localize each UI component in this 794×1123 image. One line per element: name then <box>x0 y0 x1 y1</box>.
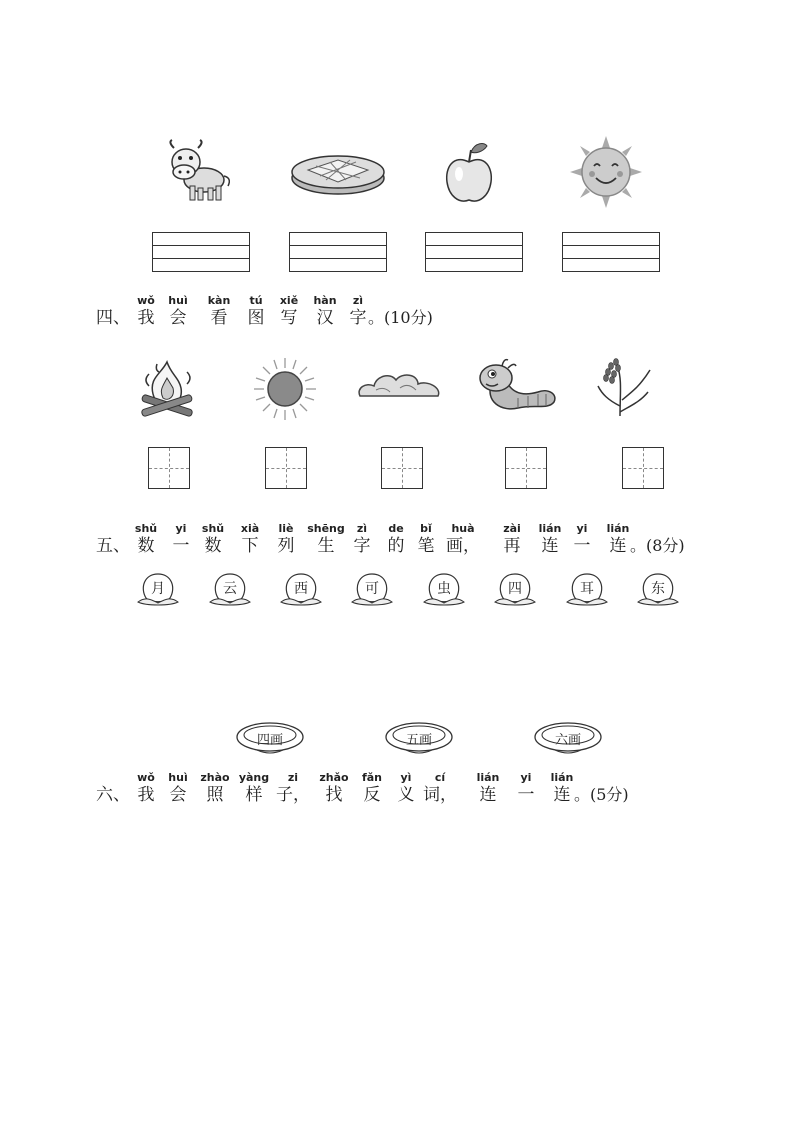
peach-character[interactable]: 东 <box>636 570 680 606</box>
writing-box-3[interactable] <box>425 232 523 272</box>
heading-char: xià 下 <box>240 522 260 556</box>
heading-char: liè 列 <box>277 522 295 556</box>
section-6-score: 。(5分) <box>574 785 629 804</box>
bowl-stroke-count[interactable]: 六画 <box>533 719 603 755</box>
heading-char: xiě 写 <box>279 294 299 328</box>
pie-icon <box>290 148 386 198</box>
heading-char: kàn 看 <box>207 294 231 328</box>
section-6-heading <box>96 761 716 805</box>
writing-box-1[interactable] <box>152 232 250 272</box>
heading-char: lián 连 <box>538 522 562 556</box>
heading-char: tú 图 <box>247 294 265 328</box>
heading-char: zì 字 <box>349 294 367 328</box>
tianzige-box-2[interactable] <box>265 447 307 489</box>
worm-icon <box>474 358 558 418</box>
cloud-icon <box>356 370 442 404</box>
bowl-stroke-count[interactable]: 四画 <box>235 719 305 755</box>
section-5-score: 。(8分) <box>630 536 685 555</box>
heading-char: cí 词， <box>423 771 457 805</box>
heading-char: lián 连 <box>550 771 574 805</box>
heading-char: lián 连 <box>476 771 500 805</box>
heading-char: zì 字 <box>353 522 371 556</box>
heading-char: bǐ 笔 <box>417 522 435 556</box>
heading-char: yi 一 <box>172 522 190 556</box>
heading-char: zi 子， <box>276 771 310 805</box>
section-5-heading <box>96 512 716 556</box>
peach-character[interactable]: 耳 <box>565 570 609 606</box>
peach-character[interactable]: 可 <box>350 570 394 606</box>
heading-char: huà 画， <box>446 522 480 556</box>
peach-character[interactable]: 虫 <box>422 570 466 606</box>
section-6-number: 六、 <box>96 785 130 805</box>
heading-char: wǒ 我 <box>137 294 155 328</box>
heading-char: zhào 照 <box>200 771 230 805</box>
heading-char: fǎn 反 <box>361 771 383 805</box>
fire-icon <box>135 356 199 420</box>
heading-char: de 的 <box>387 522 405 556</box>
cow-icon <box>166 138 232 204</box>
tianzige-box-1[interactable] <box>148 447 190 489</box>
section-5-number: 五、 <box>96 536 130 556</box>
tianzige-box-3[interactable] <box>381 447 423 489</box>
sun-face-icon <box>570 136 642 208</box>
peach-character[interactable]: 月 <box>136 570 180 606</box>
peach-character[interactable]: 四 <box>493 570 537 606</box>
writing-box-4[interactable] <box>562 232 660 272</box>
writing-box-2[interactable] <box>289 232 387 272</box>
heading-char: shēng 生 <box>307 522 345 556</box>
heading-char: hàn 汉 <box>313 294 337 328</box>
heading-char: zài 再 <box>503 522 521 556</box>
heading-char: huì 会 <box>168 294 188 328</box>
heading-char: shǔ 数 <box>201 522 225 556</box>
section-4-score: 。(10分) <box>368 308 433 327</box>
apple-icon <box>443 140 495 206</box>
heading-char: zhǎo 找 <box>319 771 349 805</box>
heading-char: huì 会 <box>168 771 188 805</box>
section-4-number: 四、 <box>96 308 130 328</box>
heading-char: yì 义 <box>397 771 415 805</box>
heading-char: wǒ 我 <box>137 771 155 805</box>
sun-icon <box>252 356 318 422</box>
tianzige-box-5[interactable] <box>622 447 664 489</box>
heading-char: yi 一 <box>517 771 535 805</box>
heading-char: yi 一 <box>573 522 591 556</box>
peach-character[interactable]: 云 <box>208 570 252 606</box>
heading-char: shǔ 数 <box>134 522 158 556</box>
bowl-stroke-count[interactable]: 五画 <box>384 719 454 755</box>
peach-character[interactable]: 西 <box>279 570 323 606</box>
section-4-heading <box>96 284 696 328</box>
rice-plant-icon <box>596 356 652 418</box>
tianzige-box-4[interactable] <box>505 447 547 489</box>
heading-char: lián 连 <box>606 522 630 556</box>
heading-char: yàng 样 <box>238 771 270 805</box>
